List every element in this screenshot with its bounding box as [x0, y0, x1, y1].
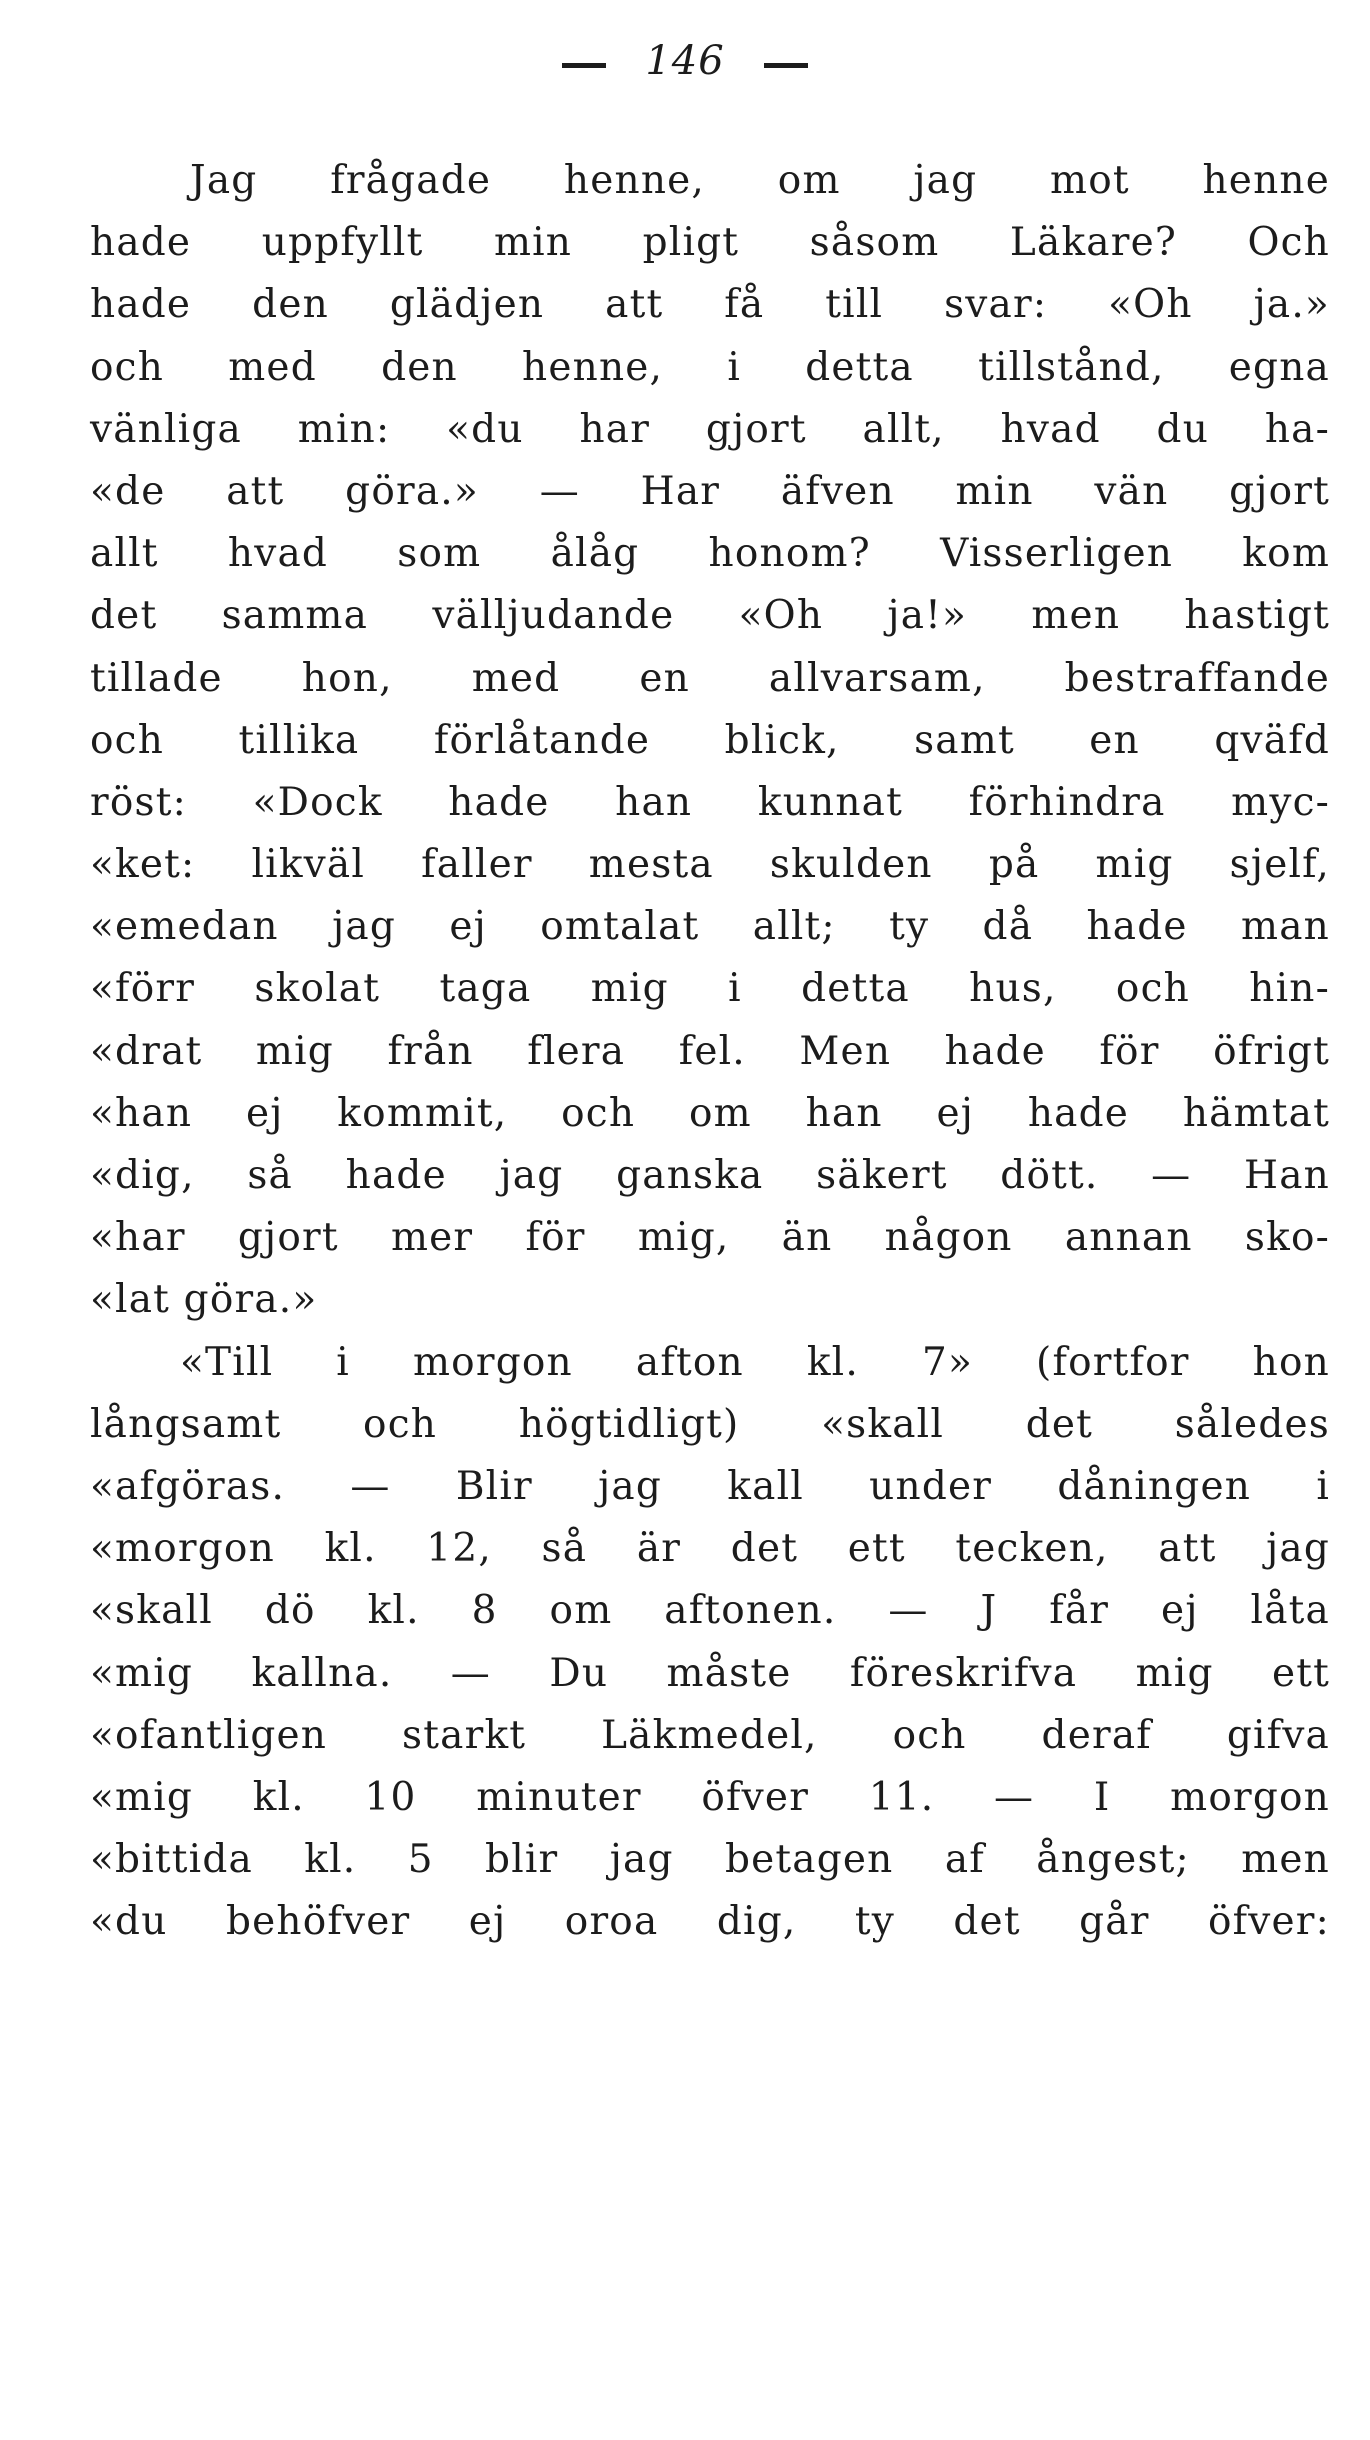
- text-line: och med den henne, i detta tillstånd, egna: [90, 344, 1330, 390]
- text-line: «skall dö kl. 8 om aftonen. — J får ej låta: [90, 1588, 1330, 1634]
- text-line: och tillika förlåtande blick, samt en qväfd: [90, 717, 1330, 763]
- header-dash-left: [562, 63, 606, 68]
- text-line: röst: «Dock hade han kunnat förhindra myc-: [90, 779, 1330, 825]
- text-line: «Till i morgon afton kl. 7» (fortfor hon: [180, 1339, 1330, 1385]
- text-line: «de att göra.» — Har äfven min vän gjort: [90, 468, 1330, 514]
- text-line: «drat mig från flera fel. Men hade för öfrigt: [90, 1028, 1330, 1074]
- text-line: det samma välljudande «Oh ja!» men hastigt: [90, 593, 1330, 639]
- text-line: «lat göra.»: [90, 1277, 318, 1323]
- text-line: «du behöfver ej oroa dig, ty det går öfver:: [90, 1899, 1330, 1945]
- page-header: [0, 38, 1370, 108]
- text-line: «morgon kl. 12, så är det ett tecken, att jag: [90, 1526, 1330, 1572]
- text-line: «ket: likväl faller mesta skulden på mig sjelf,: [90, 842, 1330, 888]
- text-line: «han ej kommit, och om han ej hade hämtat: [90, 1090, 1330, 1136]
- text-line: hade den glädjen att få till svar: «Oh ja.»: [90, 282, 1330, 328]
- text-line: «afgöras. — Blir jag kall under dåningen i: [90, 1463, 1330, 1509]
- text-line: «dig, så hade jag ganska säkert dött. — Han: [90, 1153, 1330, 1198]
- text-line: «ofantligen starkt Läkmedel, och deraf gifva: [90, 1712, 1330, 1758]
- body-text: [90, 150, 1330, 1953]
- text-line: Jag frågade henne, om jag mot henne: [190, 158, 1330, 203]
- text-line: «har gjort mer för mig, än någon annan sko-: [90, 1215, 1330, 1261]
- page-number: 146: [645, 38, 725, 84]
- text-line: vänliga min: «du har gjort allt, hvad du ha-: [90, 406, 1330, 452]
- text-line: «förr skolat taga mig i detta hus, och hin-: [90, 966, 1330, 1012]
- text-line: hade uppfyllt min pligt såsom Läkare? Och: [90, 220, 1330, 266]
- text-line: «mig kallna. — Du måste föreskrifva mig ett: [90, 1650, 1330, 1696]
- text-line: «mig kl. 10 minuter öfver 11. — I morgon: [90, 1774, 1330, 1820]
- text-line: allt hvad som ålåg honom? Visserligen kom: [90, 531, 1330, 577]
- text-line: långsamt och högtidligt) «skall det således: [90, 1401, 1330, 1447]
- text-line: tillade hon, med en allvarsam, bestraffande: [90, 655, 1330, 701]
- header-dash-right: [764, 63, 808, 68]
- text-line: «emedan jag ej omtalat allt; ty då hade man: [90, 904, 1330, 950]
- text-line: «bittida kl. 5 blir jag betagen af ångest; men: [90, 1837, 1330, 1883]
